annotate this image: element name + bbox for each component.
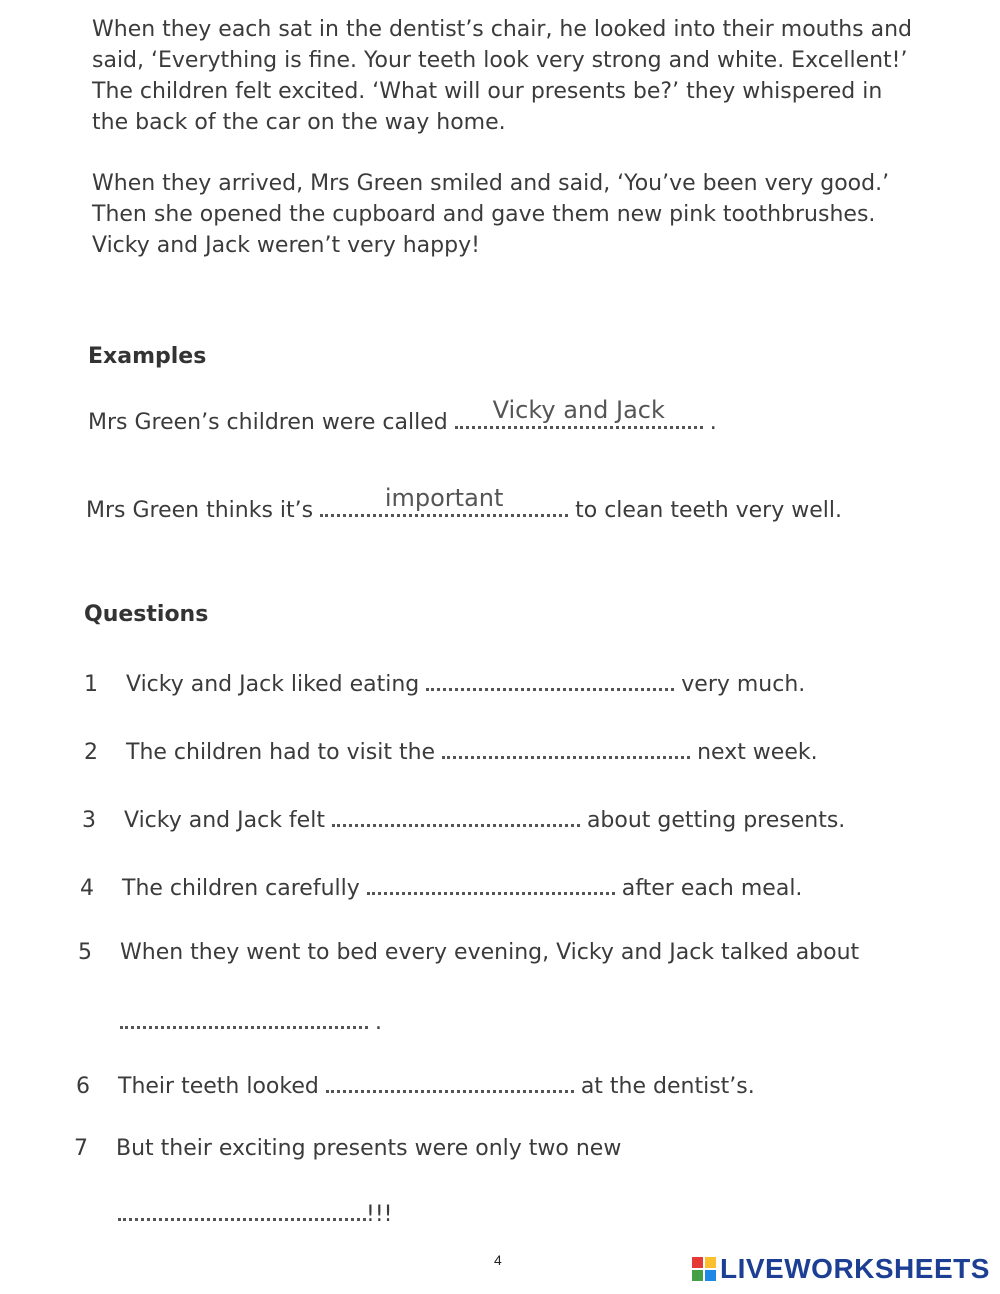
question-number: 6 xyxy=(76,1074,90,1099)
logo-block xyxy=(692,1257,703,1268)
question-text-end: . xyxy=(375,1010,382,1035)
liveworksheets-logo xyxy=(692,1254,990,1284)
answer-blank-5[interactable] xyxy=(120,1004,368,1029)
question-number: 5 xyxy=(78,940,92,965)
question-6 xyxy=(76,1068,755,1099)
question-number: 3 xyxy=(82,808,96,833)
question-1 xyxy=(84,666,805,697)
examples-heading: Examples xyxy=(88,344,207,369)
example-1-end: . xyxy=(709,410,717,435)
question-number: 1 xyxy=(84,672,98,697)
question-text: When they went to bed every evening, Vicky and Jack talked about xyxy=(120,940,860,965)
logo-block xyxy=(705,1257,716,1268)
story-line: When they each sat in the dentist’s chair, he looked into their mouths and xyxy=(92,17,913,42)
question-number: 4 xyxy=(80,876,94,901)
logo-block xyxy=(692,1270,703,1281)
example-1-blank xyxy=(455,396,703,429)
answer-blank-3[interactable] xyxy=(332,802,580,827)
story-line: The children felt excited. ‘What will our presents be?’ they whispered in xyxy=(92,79,883,104)
example-2-end: to clean teeth very well. xyxy=(575,498,842,523)
question-text: Vicky and Jack felt xyxy=(124,808,325,833)
question-5 xyxy=(78,940,859,965)
answer-blank-4[interactable] xyxy=(367,870,615,895)
story-line: Then she opened the cupboard and gave them new pink toothbrushes. xyxy=(92,202,876,227)
answer-blank-1[interactable] xyxy=(426,666,674,691)
question-text-end: very much. xyxy=(681,672,806,697)
question-2 xyxy=(84,734,818,765)
question-4 xyxy=(80,870,802,901)
story-paragraph-2 xyxy=(92,168,942,261)
story-line: the back of the car on the way home. xyxy=(92,110,506,135)
question-5-answer-line xyxy=(120,1004,382,1035)
question-3 xyxy=(82,802,845,833)
questions-heading: Questions xyxy=(84,602,209,627)
logo-blocks-icon xyxy=(692,1257,716,1281)
example-2-text: Mrs Green thinks it’s xyxy=(86,498,314,523)
question-text-end: next week. xyxy=(697,740,818,765)
answer-blank-7[interactable] xyxy=(118,1196,366,1221)
logo-text: LIVEWORKSHEETS xyxy=(720,1253,990,1284)
example-2 xyxy=(86,484,842,523)
question-text-end: !!! xyxy=(366,1202,393,1227)
question-number: 2 xyxy=(84,740,98,765)
question-text: Their teeth looked xyxy=(118,1074,319,1099)
question-text-end: at the dentist’s. xyxy=(580,1074,755,1099)
question-text: The children carefully xyxy=(122,876,360,901)
question-text-end: after each meal. xyxy=(621,876,803,901)
question-text: Vicky and Jack liked eating xyxy=(126,672,420,697)
question-number: 7 xyxy=(74,1136,88,1161)
answer-blank-2[interactable] xyxy=(442,734,690,759)
story-paragraph-1 xyxy=(92,14,942,138)
logo-block xyxy=(705,1270,716,1281)
page-number: 4 xyxy=(494,1252,502,1268)
story-line: said, ‘Everything is fine. Your teeth look very strong and white. Excellent!’ xyxy=(92,48,908,73)
answer-blank-6[interactable] xyxy=(326,1068,574,1093)
question-7-answer-line xyxy=(118,1196,392,1227)
example-2-answer: important xyxy=(384,484,504,512)
story-line: Vicky and Jack weren’t very happy! xyxy=(92,233,480,258)
question-text: But their exciting presents were only two new xyxy=(116,1136,622,1161)
example-1-answer: Vicky and Jack xyxy=(492,396,665,424)
question-7 xyxy=(74,1136,621,1161)
question-text-end: about getting presents. xyxy=(586,808,846,833)
example-1-text: Mrs Green’s children were called xyxy=(88,410,448,435)
story-line: When they arrived, Mrs Green smiled and said, ‘You’ve been very good.’ xyxy=(92,171,890,196)
example-2-blank xyxy=(320,484,568,517)
example-1 xyxy=(88,396,717,435)
question-text: The children had to visit the xyxy=(126,740,436,765)
